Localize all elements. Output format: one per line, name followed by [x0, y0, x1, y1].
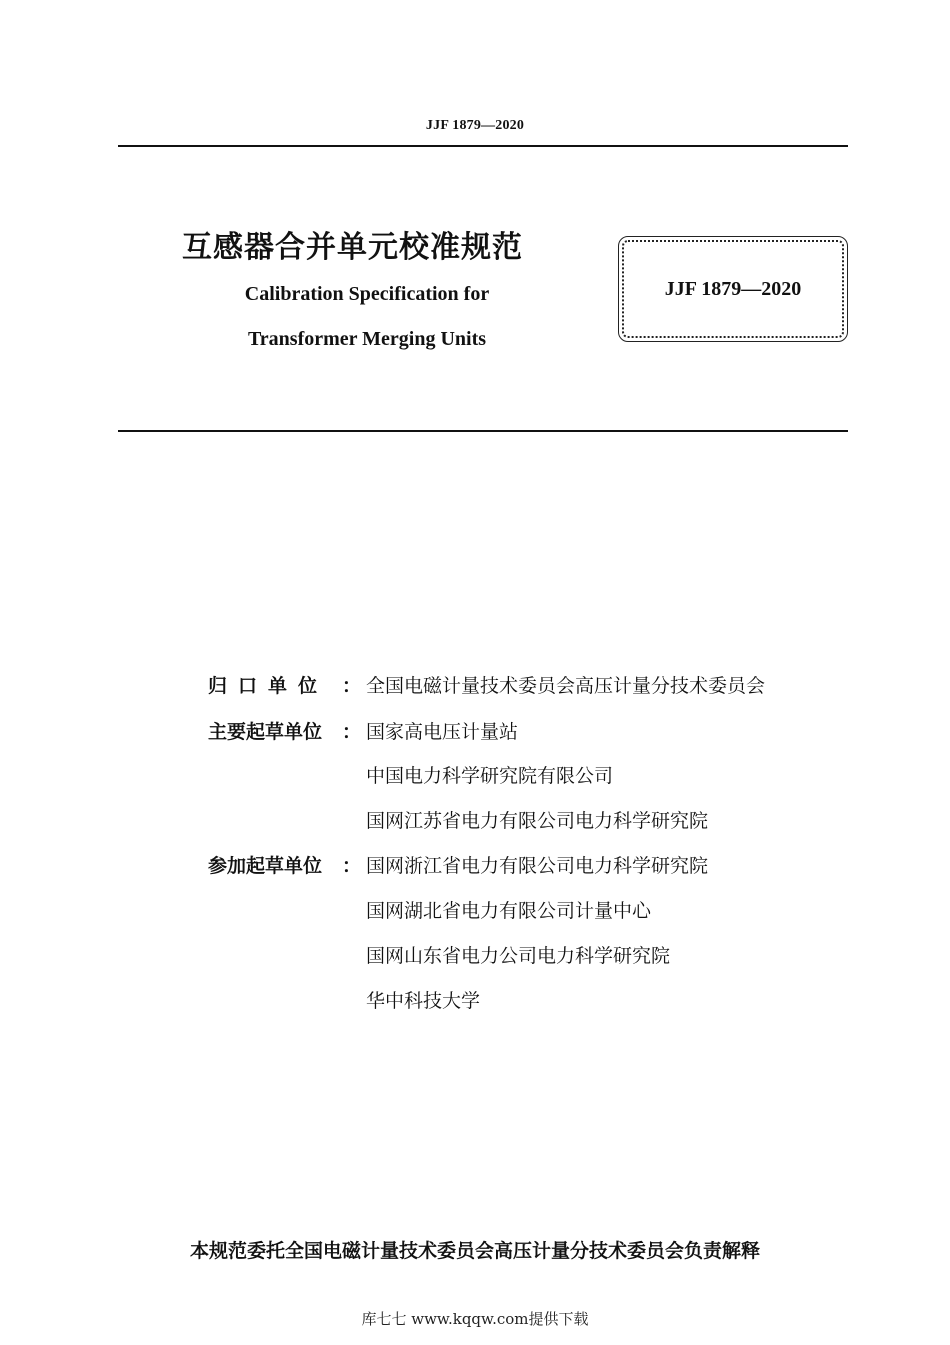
interpretation-note: 本规范委托全国电磁计量技术委员会高压计量分技术委员会负责解释	[189, 1240, 760, 1262]
standard-code-box-text: JJF 1879—2020	[664, 278, 802, 300]
participating-drafting-colon: ：	[342, 855, 362, 877]
main-drafting-colon: ：	[342, 721, 362, 743]
main-drafting-unit-2: 中国电力科学研究院有限公司	[366, 765, 614, 787]
responsible-unit-label: 归口单位	[208, 675, 329, 697]
participating-unit-2: 国网湖北省电力有限公司计量中心	[366, 900, 652, 922]
participating-unit-3: 国网山东省电力公司电力科学研究院	[366, 945, 671, 967]
header-standard-code: JJF 1879—2020	[425, 118, 525, 133]
middle-divider	[118, 430, 848, 432]
top-divider	[118, 145, 848, 147]
page-title-english-line2: Transformer Merging Units	[247, 328, 487, 350]
download-watermark: 库七七 www.kqqw.com提供下载	[361, 1310, 589, 1328]
main-drafting-unit-1: 国家高电压计量站	[366, 721, 519, 743]
page-title-chinese: 互感器合并单元校准规范	[182, 230, 523, 265]
participating-drafting-label: 参加起草单位	[208, 855, 323, 877]
page-title-english-line1: Calibration Specification for	[244, 283, 490, 305]
main-drafting-unit-3: 国网江苏省电力有限公司电力科学研究院	[366, 810, 709, 832]
participating-unit-4: 华中科技大学	[366, 990, 481, 1012]
participating-unit-1: 国网浙江省电力有限公司电力科学研究院	[366, 855, 709, 877]
responsible-unit-colon: ：	[342, 675, 362, 697]
responsible-unit-value: 全国电磁计量技术委员会高压计量分技术委员会	[366, 675, 766, 697]
main-drafting-label: 主要起草单位	[208, 721, 323, 743]
